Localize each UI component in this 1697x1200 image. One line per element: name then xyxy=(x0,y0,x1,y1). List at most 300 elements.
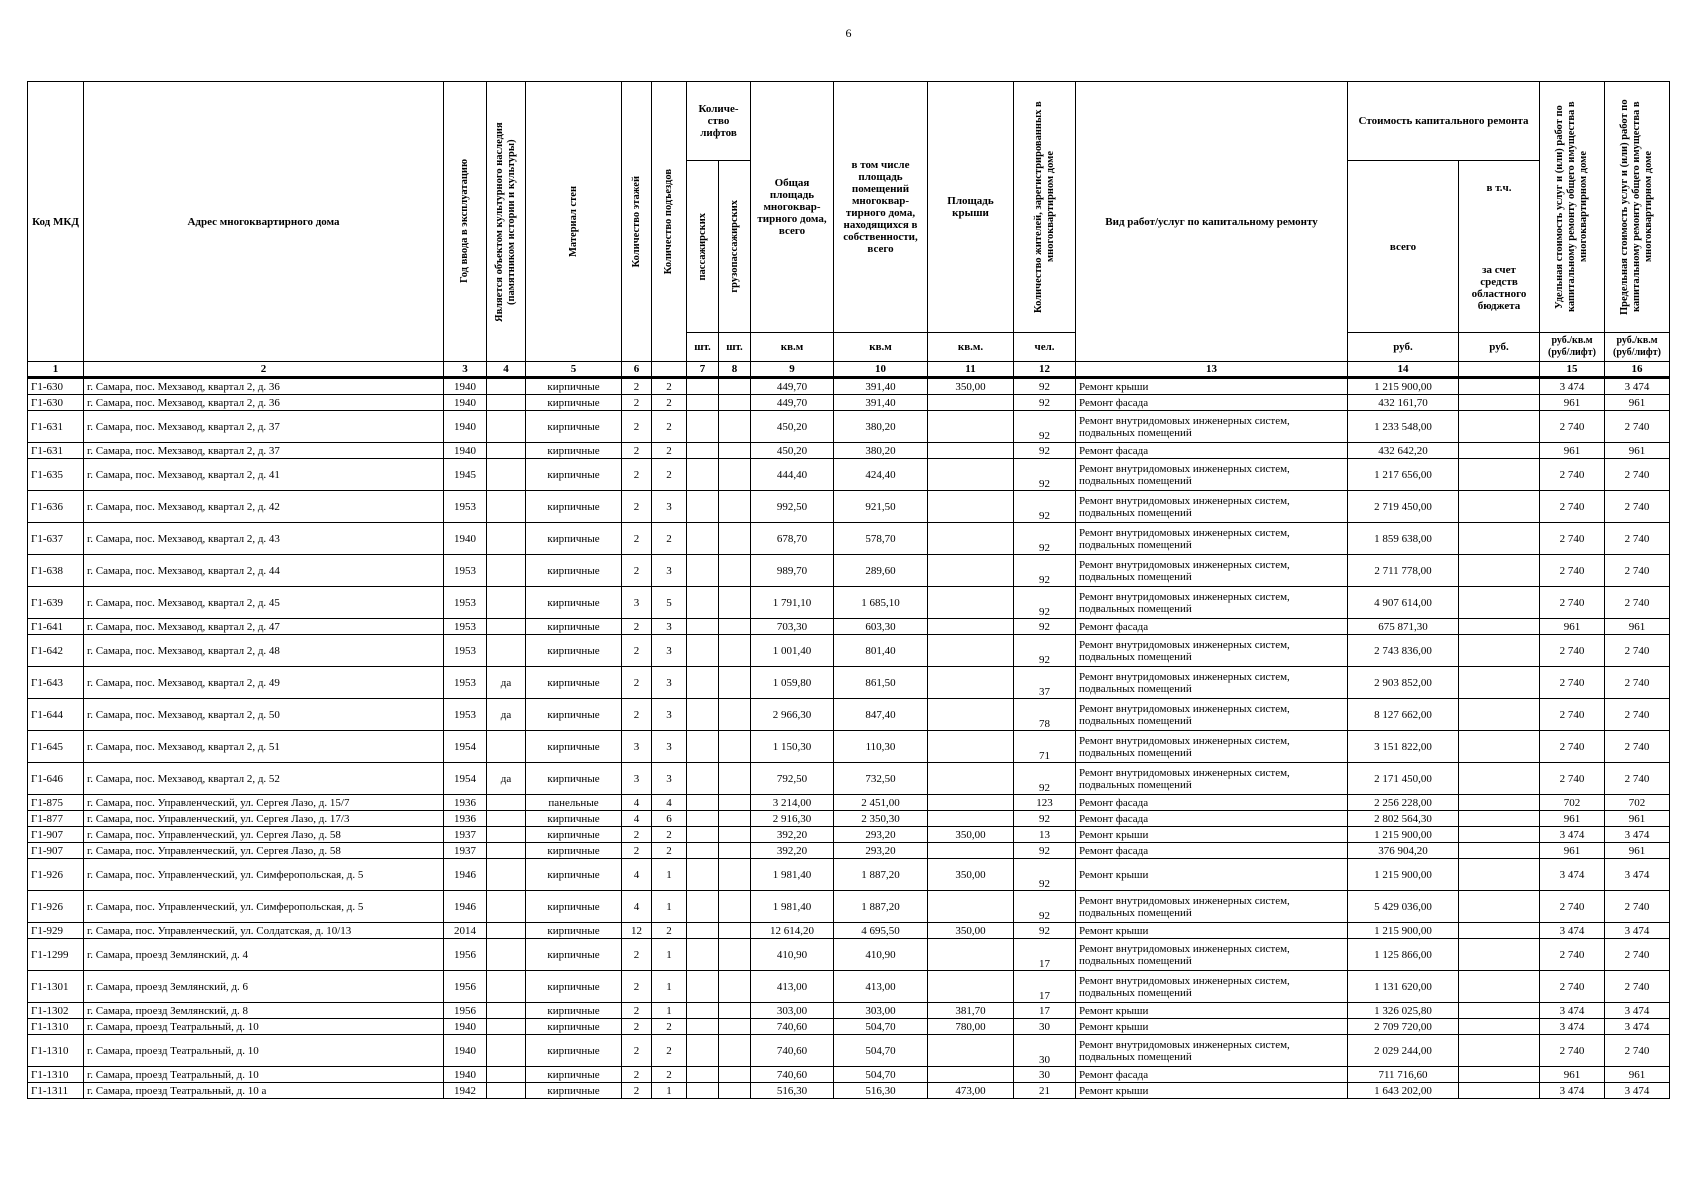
cell-floors: 2 xyxy=(622,411,652,443)
cell-floors: 2 xyxy=(622,1035,652,1067)
cell-roof-area xyxy=(928,491,1014,523)
header-cost-regional: в т.ч. за счет средств областного бюджета xyxy=(1459,161,1540,333)
cell-max-cost: 2 740 xyxy=(1605,555,1670,587)
cell-work-type: Ремонт внутридомовых инженерных систем, подвальных помещений xyxy=(1076,699,1348,731)
cell-max-cost: 961 xyxy=(1605,619,1670,635)
cell-heritage xyxy=(487,459,526,491)
cell-entrances: 3 xyxy=(652,667,687,699)
cell-residents: 92 xyxy=(1014,443,1076,459)
cell-year: 1936 xyxy=(444,795,487,811)
cell-heritage xyxy=(487,411,526,443)
cell-owned-area: 413,00 xyxy=(834,971,928,1003)
cell-heritage xyxy=(487,795,526,811)
cell-lifts-passenger xyxy=(687,1083,719,1099)
cell-roof-area xyxy=(928,811,1014,827)
cell-lifts-cargo xyxy=(719,411,751,443)
cell-entrances: 1 xyxy=(652,939,687,971)
cell-cost-regional xyxy=(1459,1035,1540,1067)
cell-max-cost: 2 740 xyxy=(1605,587,1670,619)
cell-heritage xyxy=(487,843,526,859)
table-row xyxy=(28,763,1670,795)
header-owned-area: в том числе площадь помещений многоквар-тирного дома, находящихся в собственности, всего xyxy=(834,82,928,333)
capital-repair-table xyxy=(27,81,1670,1099)
cell-cost-regional xyxy=(1459,843,1540,859)
cell-cost-regional xyxy=(1459,1083,1540,1099)
cell-cost-regional xyxy=(1459,891,1540,923)
cell-lifts-passenger xyxy=(687,378,719,395)
cell-lifts-passenger xyxy=(687,1067,719,1083)
cell-year: 1954 xyxy=(444,731,487,763)
cell-unit-cost: 3 474 xyxy=(1540,378,1605,395)
cell-owned-area: 603,30 xyxy=(834,619,928,635)
cell-work-type: Ремонт внутридомовых инженерных систем, подвальных помещений xyxy=(1076,939,1348,971)
cell-year: 1946 xyxy=(444,891,487,923)
cell-roof-area: 350,00 xyxy=(928,859,1014,891)
header-roof-area: Площадь крыши xyxy=(928,82,1014,333)
cell-material: кирпичные xyxy=(526,523,622,555)
cell-lifts-passenger xyxy=(687,811,719,827)
cell-address: г. Самара, пос. Мехзавод, квартал 2, д. 41 xyxy=(84,459,444,491)
cell-heritage: да xyxy=(487,763,526,795)
cell-heritage xyxy=(487,859,526,891)
table-row xyxy=(28,939,1670,971)
cell-owned-area: 801,40 xyxy=(834,635,928,667)
cell-lifts-passenger xyxy=(687,587,719,619)
cell-work-type: Ремонт внутридомовых инженерных систем, подвальных помещений xyxy=(1076,1035,1348,1067)
cell-floors: 4 xyxy=(622,859,652,891)
cell-code: Г1-1310 xyxy=(28,1019,84,1035)
cell-total-area: 1 150,30 xyxy=(751,731,834,763)
cell-cost: 2 256 228,00 xyxy=(1348,795,1459,811)
cell-floors: 2 xyxy=(622,619,652,635)
cell-roof-area xyxy=(928,635,1014,667)
cell-address: г. Самара, пос. Мехзавод, квартал 2, д. 52 xyxy=(84,763,444,795)
column-number: 3 xyxy=(444,362,487,378)
cell-cost: 711 716,60 xyxy=(1348,1067,1459,1083)
cell-max-cost: 961 xyxy=(1605,1067,1670,1083)
unit-sqm: кв.м xyxy=(834,333,928,362)
cell-lifts-cargo xyxy=(719,555,751,587)
cell-max-cost: 961 xyxy=(1605,395,1670,411)
header-material: Материал стен xyxy=(526,82,622,362)
cell-roof-area: 350,00 xyxy=(928,827,1014,843)
cell-entrances: 2 xyxy=(652,827,687,843)
cell-unit-cost: 3 474 xyxy=(1540,827,1605,843)
cell-unit-cost: 2 740 xyxy=(1540,891,1605,923)
cell-cost: 432 642,20 xyxy=(1348,443,1459,459)
cell-material: кирпичные xyxy=(526,667,622,699)
cell-address: г. Самара, пос. Управленческий, ул. Симферопольская, д. 5 xyxy=(84,891,444,923)
cell-roof-area: 381,70 xyxy=(928,1003,1014,1019)
cell-cost: 432 161,70 xyxy=(1348,395,1459,411)
cell-residents: 92 xyxy=(1014,923,1076,939)
cell-cost: 1 215 900,00 xyxy=(1348,827,1459,843)
cell-address: г. Самара, пос. Мехзавод, квартал 2, д. 37 xyxy=(84,443,444,459)
cell-material: кирпичные xyxy=(526,1035,622,1067)
cell-roof-area xyxy=(928,731,1014,763)
cell-code: Г1-631 xyxy=(28,443,84,459)
column-number: 1 xyxy=(28,362,84,378)
cell-heritage xyxy=(487,971,526,1003)
cell-entrances: 3 xyxy=(652,555,687,587)
cell-lifts-cargo xyxy=(719,811,751,827)
cell-entrances: 1 xyxy=(652,1003,687,1019)
cell-lifts-cargo xyxy=(719,923,751,939)
cell-unit-cost: 2 740 xyxy=(1540,1035,1605,1067)
cell-code: Г1-636 xyxy=(28,491,84,523)
cell-heritage xyxy=(487,939,526,971)
cell-unit-cost: 3 474 xyxy=(1540,1003,1605,1019)
cell-cost-regional xyxy=(1459,443,1540,459)
cell-total-area: 1 981,40 xyxy=(751,859,834,891)
column-number: 8 xyxy=(719,362,751,378)
cell-address: г. Самара, пос. Управленческий, ул. Сергея Лазо, д. 58 xyxy=(84,827,444,843)
cell-floors: 3 xyxy=(622,587,652,619)
cell-owned-area: 391,40 xyxy=(834,378,928,395)
cell-owned-area: 504,70 xyxy=(834,1019,928,1035)
column-number: 14 xyxy=(1348,362,1459,378)
cell-max-cost: 3 474 xyxy=(1605,827,1670,843)
table-row xyxy=(28,555,1670,587)
cell-residents: 92 xyxy=(1014,587,1076,619)
cell-residents: 92 xyxy=(1014,395,1076,411)
cell-lifts-passenger xyxy=(687,523,719,555)
cell-entrances: 2 xyxy=(652,843,687,859)
cell-cost: 1 643 202,00 xyxy=(1348,1083,1459,1099)
cell-unit-cost: 961 xyxy=(1540,1067,1605,1083)
cell-max-cost: 2 740 xyxy=(1605,971,1670,1003)
table-row xyxy=(28,1083,1670,1099)
cell-max-cost: 2 740 xyxy=(1605,411,1670,443)
cell-total-area: 450,20 xyxy=(751,443,834,459)
cell-cost: 1 217 656,00 xyxy=(1348,459,1459,491)
cell-max-cost: 3 474 xyxy=(1605,859,1670,891)
cell-residents: 92 xyxy=(1014,763,1076,795)
header-lifts-passenger: пассажирских xyxy=(687,161,719,333)
cell-year: 1953 xyxy=(444,587,487,619)
cell-lifts-passenger xyxy=(687,1035,719,1067)
cell-unit-cost: 2 740 xyxy=(1540,667,1605,699)
cell-residents: 78 xyxy=(1014,699,1076,731)
cell-address: г. Самара, пос. Мехзавод, квартал 2, д. 48 xyxy=(84,635,444,667)
cell-work-type: Ремонт крыши xyxy=(1076,923,1348,939)
cell-owned-area: 391,40 xyxy=(834,395,928,411)
cell-work-type: Ремонт крыши xyxy=(1076,378,1348,395)
cell-work-type: Ремонт внутридомовых инженерных систем, подвальных помещений xyxy=(1076,459,1348,491)
cell-residents: 92 xyxy=(1014,523,1076,555)
cell-address: г. Самара, пос. Мехзавод, квартал 2, д. 36 xyxy=(84,395,444,411)
cell-entrances: 2 xyxy=(652,1035,687,1067)
cell-owned-area: 380,20 xyxy=(834,443,928,459)
cell-lifts-cargo xyxy=(719,939,751,971)
cell-cost-regional xyxy=(1459,1019,1540,1035)
cell-cost-regional xyxy=(1459,795,1540,811)
column-number: 11 xyxy=(928,362,1014,378)
cell-max-cost: 3 474 xyxy=(1605,923,1670,939)
cell-floors: 2 xyxy=(622,635,652,667)
cell-cost: 2 171 450,00 xyxy=(1348,763,1459,795)
cell-max-cost: 2 740 xyxy=(1605,491,1670,523)
cell-lifts-passenger xyxy=(687,1019,719,1035)
unit-people: чел. xyxy=(1014,333,1076,362)
cell-residents: 71 xyxy=(1014,731,1076,763)
header-unit-cost: Удельная стоимость услуг и (или) работ по капитальному ремонту общего имущества в многоквартирном доме xyxy=(1540,82,1605,333)
cell-total-area: 3 214,00 xyxy=(751,795,834,811)
cell-code: Г1-1302 xyxy=(28,1003,84,1019)
cell-max-cost: 2 740 xyxy=(1605,891,1670,923)
cell-cost-regional xyxy=(1459,811,1540,827)
column-number: 16 xyxy=(1605,362,1670,378)
cell-material: кирпичные xyxy=(526,699,622,731)
cell-unit-cost: 961 xyxy=(1540,395,1605,411)
cell-year: 1953 xyxy=(444,491,487,523)
cell-lifts-cargo xyxy=(719,859,751,891)
cell-year: 1956 xyxy=(444,971,487,1003)
cell-cost-regional xyxy=(1459,491,1540,523)
table-row xyxy=(28,971,1670,1003)
cell-code: Г1-630 xyxy=(28,378,84,395)
cell-year: 1940 xyxy=(444,378,487,395)
table-row xyxy=(28,395,1670,411)
cell-cost-regional xyxy=(1459,395,1540,411)
cell-code: Г1-631 xyxy=(28,411,84,443)
cell-heritage xyxy=(487,891,526,923)
cell-unit-cost: 2 740 xyxy=(1540,971,1605,1003)
cell-cost: 376 904,20 xyxy=(1348,843,1459,859)
cell-owned-area: 861,50 xyxy=(834,667,928,699)
cell-floors: 2 xyxy=(622,1003,652,1019)
cell-residents: 92 xyxy=(1014,459,1076,491)
cell-cost: 1 233 548,00 xyxy=(1348,411,1459,443)
cell-max-cost: 3 474 xyxy=(1605,378,1670,395)
cell-cost: 1 326 025,80 xyxy=(1348,1003,1459,1019)
cell-owned-area: 1 887,20 xyxy=(834,891,928,923)
column-number: 4 xyxy=(487,362,526,378)
cell-lifts-passenger xyxy=(687,971,719,1003)
cell-owned-area: 578,70 xyxy=(834,523,928,555)
cell-lifts-passenger xyxy=(687,939,719,971)
cell-code: Г1-637 xyxy=(28,523,84,555)
cell-max-cost: 702 xyxy=(1605,795,1670,811)
cell-lifts-passenger xyxy=(687,619,719,635)
cell-entrances: 2 xyxy=(652,1019,687,1035)
cell-address: г. Самара, проезд Театральный, д. 10 xyxy=(84,1019,444,1035)
cell-roof-area: 350,00 xyxy=(928,378,1014,395)
unit-pcs: шт. xyxy=(719,333,751,362)
table-row xyxy=(28,1035,1670,1067)
cell-floors: 2 xyxy=(622,523,652,555)
cell-lifts-passenger xyxy=(687,795,719,811)
cell-cost-regional xyxy=(1459,619,1540,635)
cell-max-cost: 2 740 xyxy=(1605,635,1670,667)
cell-entrances: 6 xyxy=(652,811,687,827)
header-code: Код МКД xyxy=(28,82,84,362)
cell-total-area: 392,20 xyxy=(751,843,834,859)
cell-max-cost: 2 740 xyxy=(1605,731,1670,763)
cell-material: кирпичные xyxy=(526,1003,622,1019)
cell-floors: 2 xyxy=(622,971,652,1003)
cell-heritage xyxy=(487,731,526,763)
cell-lifts-passenger xyxy=(687,923,719,939)
cell-cost-regional xyxy=(1459,411,1540,443)
cell-code: Г1-926 xyxy=(28,859,84,891)
cell-material: панельные xyxy=(526,795,622,811)
cell-entrances: 2 xyxy=(652,378,687,395)
cell-floors: 12 xyxy=(622,923,652,939)
cell-entrances: 2 xyxy=(652,395,687,411)
column-number: 15 xyxy=(1540,362,1605,378)
cell-floors: 3 xyxy=(622,731,652,763)
cell-lifts-cargo xyxy=(719,1019,751,1035)
cell-residents: 92 xyxy=(1014,891,1076,923)
cell-unit-cost: 2 740 xyxy=(1540,731,1605,763)
cell-address: г. Самара, пос. Управленческий, ул. Симферопольская, д. 5 xyxy=(84,859,444,891)
cell-unit-cost: 2 740 xyxy=(1540,523,1605,555)
column-number: 13 xyxy=(1076,362,1348,378)
cell-floors: 2 xyxy=(622,378,652,395)
cell-heritage xyxy=(487,395,526,411)
cell-residents: 92 xyxy=(1014,378,1076,395)
cell-lifts-passenger xyxy=(687,1003,719,1019)
cell-floors: 2 xyxy=(622,555,652,587)
cell-address: г. Самара, пос. Мехзавод, квартал 2, д. 44 xyxy=(84,555,444,587)
cell-entrances: 2 xyxy=(652,459,687,491)
cell-lifts-cargo xyxy=(719,378,751,395)
cell-heritage xyxy=(487,1019,526,1035)
cell-residents: 92 xyxy=(1014,411,1076,443)
cell-floors: 3 xyxy=(622,763,652,795)
cell-address: г. Самара, пос. Мехзавод, квартал 2, д. 45 xyxy=(84,587,444,619)
cell-work-type: Ремонт фасада xyxy=(1076,443,1348,459)
table-row xyxy=(28,699,1670,731)
cell-floors: 2 xyxy=(622,1083,652,1099)
cell-material: кирпичные xyxy=(526,443,622,459)
cell-entrances: 1 xyxy=(652,971,687,1003)
unit-pcs: шт. xyxy=(687,333,719,362)
cell-residents: 92 xyxy=(1014,555,1076,587)
cell-max-cost: 961 xyxy=(1605,811,1670,827)
unit-rub: руб. xyxy=(1459,333,1540,362)
cell-owned-area: 289,60 xyxy=(834,555,928,587)
cell-year: 1940 xyxy=(444,523,487,555)
cell-residents: 13 xyxy=(1014,827,1076,843)
cell-entrances: 2 xyxy=(652,443,687,459)
cell-max-cost: 3 474 xyxy=(1605,1003,1670,1019)
cell-total-area: 516,30 xyxy=(751,1083,834,1099)
cell-floors: 2 xyxy=(622,827,652,843)
cell-entrances: 3 xyxy=(652,731,687,763)
cell-work-type: Ремонт внутридомовых инженерных систем, подвальных помещений xyxy=(1076,635,1348,667)
cell-residents: 92 xyxy=(1014,843,1076,859)
cell-total-area: 444,40 xyxy=(751,459,834,491)
cell-code: Г1-630 xyxy=(28,395,84,411)
cell-cost: 2 743 836,00 xyxy=(1348,635,1459,667)
cell-lifts-cargo xyxy=(719,699,751,731)
cell-lifts-cargo xyxy=(719,395,751,411)
cell-work-type: Ремонт крыши xyxy=(1076,859,1348,891)
cell-lifts-passenger xyxy=(687,891,719,923)
cell-year: 1937 xyxy=(444,843,487,859)
cell-code: Г1-1310 xyxy=(28,1035,84,1067)
cell-residents: 30 xyxy=(1014,1067,1076,1083)
cell-heritage: да xyxy=(487,667,526,699)
cell-cost: 1 125 866,00 xyxy=(1348,939,1459,971)
cell-residents: 92 xyxy=(1014,619,1076,635)
cell-total-area: 1 059,80 xyxy=(751,667,834,699)
column-number: 5 xyxy=(526,362,622,378)
cell-material: кирпичные xyxy=(526,1083,622,1099)
cell-material: кирпичные xyxy=(526,491,622,523)
header-total-area: Общая площадь многоквар-тирного дома, всего xyxy=(751,82,834,333)
cell-lifts-cargo xyxy=(719,587,751,619)
cell-total-area: 449,70 xyxy=(751,395,834,411)
cell-lifts-cargo xyxy=(719,827,751,843)
cell-roof-area xyxy=(928,795,1014,811)
cell-address: г. Самара, пос. Мехзавод, квартал 2, д. 36 xyxy=(84,378,444,395)
cell-residents: 92 xyxy=(1014,635,1076,667)
cell-roof-area xyxy=(928,1067,1014,1083)
unit-sqm: кв.м xyxy=(751,333,834,362)
cell-cost: 2 903 852,00 xyxy=(1348,667,1459,699)
cell-roof-area xyxy=(928,1035,1014,1067)
cell-owned-area: 424,40 xyxy=(834,459,928,491)
cell-code: Г1-1310 xyxy=(28,1067,84,1083)
cell-entrances: 2 xyxy=(652,1067,687,1083)
cell-cost-regional xyxy=(1459,763,1540,795)
cell-max-cost: 2 740 xyxy=(1605,1035,1670,1067)
cell-year: 1940 xyxy=(444,395,487,411)
cell-code: Г1-639 xyxy=(28,587,84,619)
cell-address: г. Самара, пос. Мехзавод, квартал 2, д. 51 xyxy=(84,731,444,763)
cell-heritage xyxy=(487,1003,526,1019)
cell-max-cost: 2 740 xyxy=(1605,523,1670,555)
cell-floors: 4 xyxy=(622,795,652,811)
cell-code: Г1-1301 xyxy=(28,971,84,1003)
cell-lifts-cargo xyxy=(719,635,751,667)
unit-rate: руб./кв.м (руб/лифт) xyxy=(1540,333,1605,362)
cell-entrances: 2 xyxy=(652,411,687,443)
cell-cost-regional xyxy=(1459,523,1540,555)
cell-heritage xyxy=(487,619,526,635)
table-row xyxy=(28,1019,1670,1035)
cell-unit-cost: 961 xyxy=(1540,811,1605,827)
cell-total-area: 303,00 xyxy=(751,1003,834,1019)
cell-entrances: 1 xyxy=(652,1083,687,1099)
cell-total-area: 2 966,30 xyxy=(751,699,834,731)
cell-max-cost: 961 xyxy=(1605,443,1670,459)
cell-lifts-passenger xyxy=(687,827,719,843)
cell-unit-cost: 2 740 xyxy=(1540,699,1605,731)
unit-rate: руб./кв.м (руб/лифт) xyxy=(1605,333,1670,362)
cell-material: кирпичные xyxy=(526,395,622,411)
table-row xyxy=(28,859,1670,891)
table-row xyxy=(28,843,1670,859)
cell-work-type: Ремонт фасада xyxy=(1076,619,1348,635)
cell-cost: 1 215 900,00 xyxy=(1348,378,1459,395)
cell-material: кирпичные xyxy=(526,923,622,939)
cell-material: кирпичные xyxy=(526,811,622,827)
cell-year: 1954 xyxy=(444,763,487,795)
cell-unit-cost: 2 740 xyxy=(1540,555,1605,587)
cell-residents: 30 xyxy=(1014,1035,1076,1067)
cell-owned-area: 293,20 xyxy=(834,843,928,859)
cell-residents: 92 xyxy=(1014,859,1076,891)
cell-owned-area: 410,90 xyxy=(834,939,928,971)
cell-code: Г1-638 xyxy=(28,555,84,587)
cell-year: 1953 xyxy=(444,555,487,587)
cell-max-cost: 2 740 xyxy=(1605,939,1670,971)
cell-cost: 2 711 778,00 xyxy=(1348,555,1459,587)
